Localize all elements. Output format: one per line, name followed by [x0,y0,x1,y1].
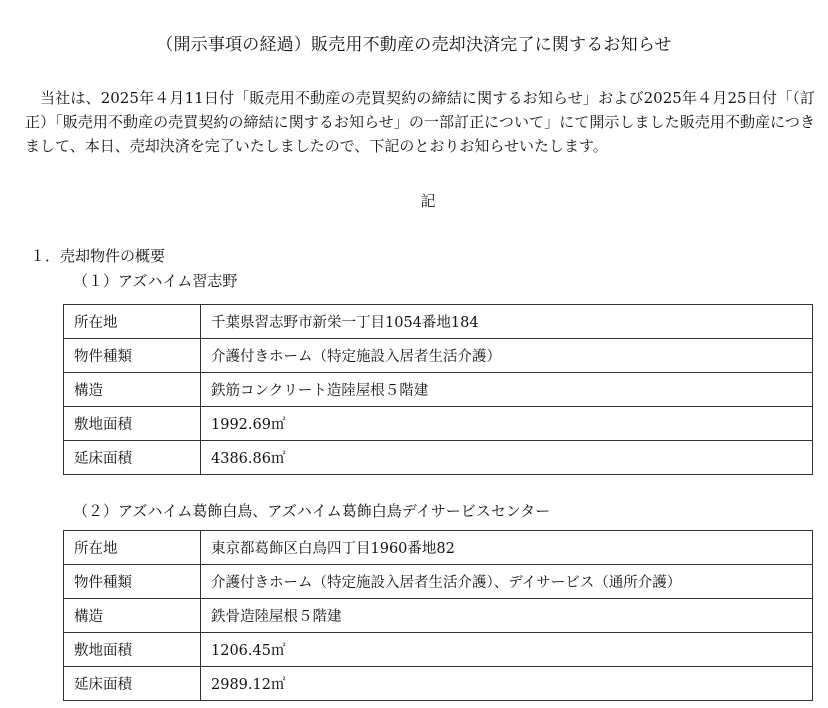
row-value-structure: 鉄骨造陸屋根５階建 [201,599,813,633]
row-value-location: 千葉県習志野市新栄一丁目1054番地184 [201,305,813,339]
row-value-type: 介護付きホーム（特定施設入居者生活介護）、デイサービス（通所介護） [201,565,813,599]
table-row [64,667,813,701]
row-label-floor-area: 延床面積 [64,667,201,701]
row-label-floor-area: 延床面積 [64,441,201,475]
table-row [64,531,813,565]
property-2-table [63,530,813,701]
row-value-floor-area: 4386.86㎡ [201,441,813,475]
row-value-type: 介護付きホーム（特定施設入居者生活介護） [201,339,813,373]
row-label-structure: 構造 [64,373,201,407]
row-value-location: 東京都葛飾区白鳥四丁目1960番地82 [201,531,813,565]
row-label-location: 所在地 [64,305,201,339]
table-row [64,633,813,667]
table-row [64,407,813,441]
row-label-location: 所在地 [64,531,201,565]
property-1-heading: （１）アズハイム習志野 [73,272,238,290]
ki-marker: 記 [420,192,436,210]
row-value-site-area: 1992.69㎡ [201,407,813,441]
intro-paragraph: 当社は、2025年４月11日付「販売用不動産の売買契約の締結に関するお知らせ」および2025年４月25日付「（訂正）「販売用不動産の売買契約の締結に関するお知らせ」の一部訂正について」にて開示しました販売用不動産につきまして、本日、売却決済を完了いたしましたので、下記のとおりお知らせいたします。 [25,89,815,155]
table-row [64,339,813,373]
row-label-site-area: 敷地面積 [64,407,201,441]
table-row [64,565,813,599]
table-row [64,599,813,633]
table-row [64,305,813,339]
row-label-type: 物件種類 [64,565,201,599]
row-label-site-area: 敷地面積 [64,633,201,667]
document-title: （開示事項の経過）販売用不動産の売却決済完了に関するお知らせ [156,35,672,55]
property-2-heading: （２）アズハイム葛飾白鳥、アズハイム葛飾白鳥デイサービスセンター [73,502,551,520]
row-value-site-area: 1206.45㎡ [201,633,813,667]
row-label-structure: 構造 [64,599,201,633]
table-row [64,441,813,475]
row-value-structure: 鉄筋コンクリート造陸屋根５階建 [201,373,813,407]
section-heading-property-overview: １．売却物件の概要 [30,247,166,265]
property-1-table [63,304,813,475]
table-row [64,373,813,407]
row-label-type: 物件種類 [64,339,201,373]
row-value-floor-area: 2989.12㎡ [201,667,813,701]
